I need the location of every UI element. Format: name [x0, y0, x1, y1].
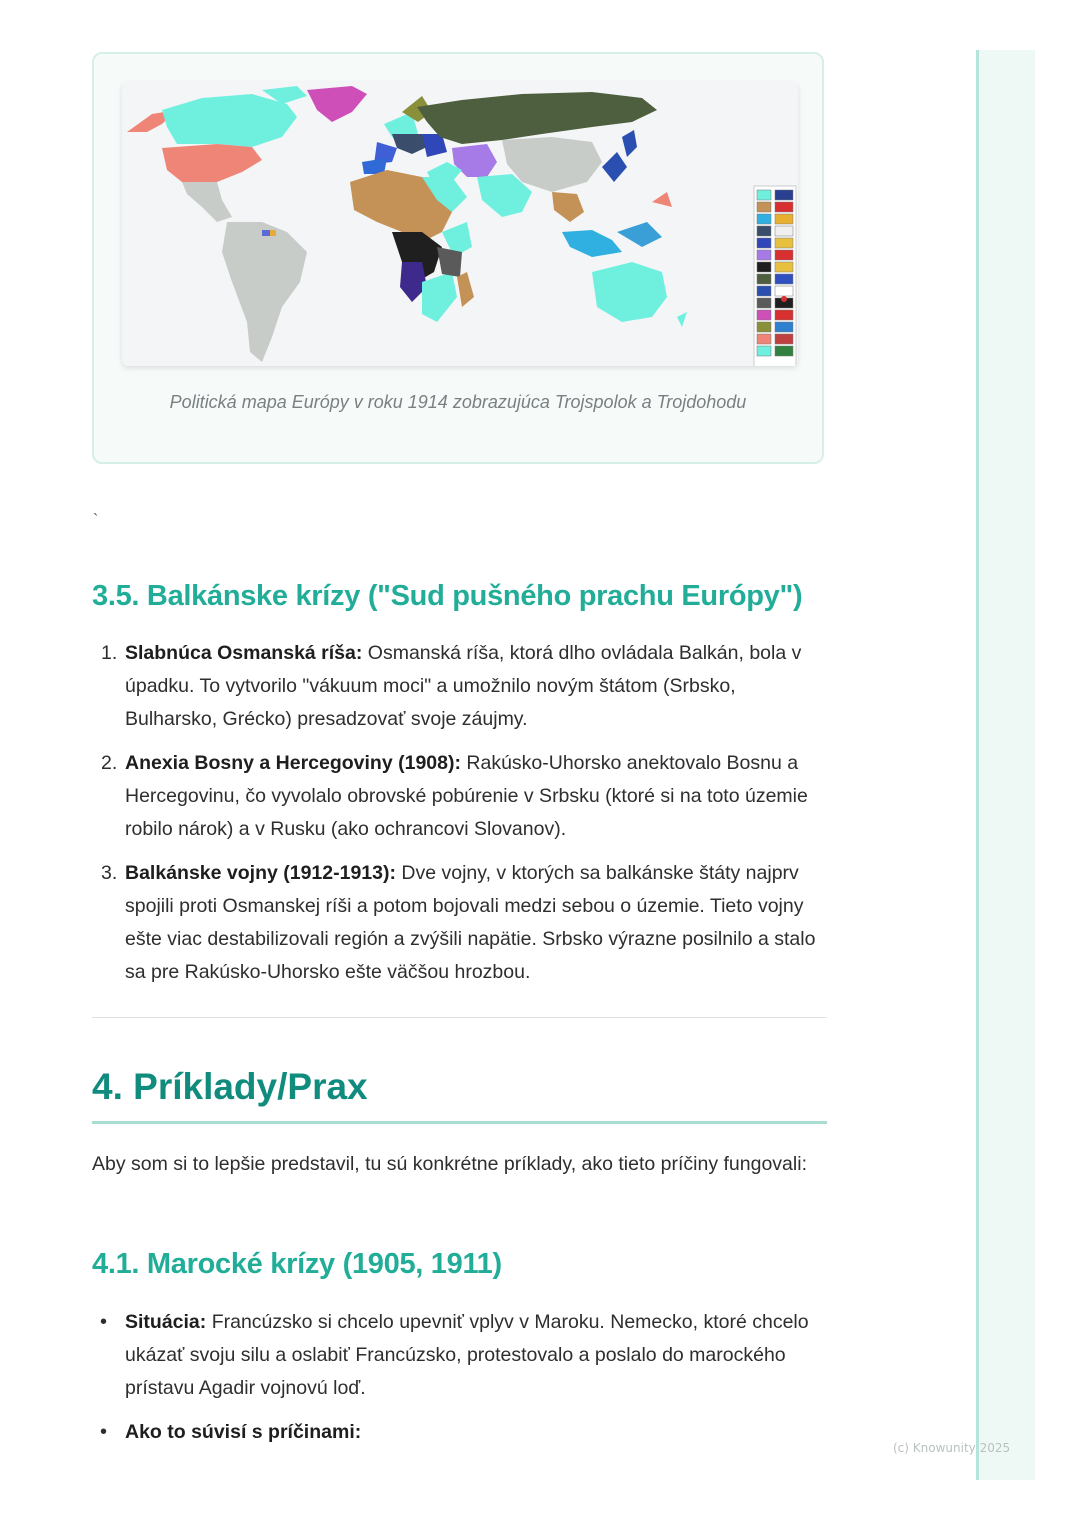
- list-item-title: Situácia:: [125, 1311, 207, 1333]
- list-item-text: Rakúsko-Uhorsko anektovalo Bosnu a Hercegovinu, čo vyvolalo obrovské pobúrenie v Srbsku (ktoré si na toto územie robilo nárok) a v Rusku (ako ochrancovi Slovanov).: [125, 752, 808, 840]
- balkan-crises-list: [100, 637, 830, 1000]
- list-number: 3.: [101, 862, 118, 884]
- list-item-text: Francúzsko si chcelo upevniť vplyv v Maroku. Nemecko, ktoré chcelo ukázať svoju silu a oslabiť Francúzsko, protestovalo a poslalo do marockého prístavu Agadir vojnovú loď.: [125, 1311, 809, 1399]
- list-number: 1.: [101, 642, 118, 664]
- moroccan-crises-list: [100, 1306, 830, 1460]
- bullet-icon: •: [100, 1421, 108, 1443]
- bullet-icon: •: [100, 1311, 108, 1333]
- section-heading-4-1: 4.1. Marocké krízy (1905, 1911): [92, 1248, 502, 1280]
- section-heading-4: 4. Príklady/Prax: [92, 1066, 368, 1107]
- list-item-text: Dve vojny, v ktorých sa balkánske štáty najprv spojili proti Osmanskej ríši a potom bojovali medzi sebou o územie. Tieto vojny ešte viac destabilizovali región a zvýšili napätie. Srbsko výrazne posilnilo a stalo sa pre Rakúsko-Uhorsko ešte väčšou hrozbou.: [125, 862, 816, 983]
- section-heading-3-5: 3.5. Balkánske krízy ("Sud pušného prachu Európy"): [92, 580, 803, 612]
- list-item: [100, 857, 830, 989]
- list-item: [100, 747, 830, 846]
- heading-underline: [92, 1121, 827, 1124]
- world-map-1914: [122, 82, 798, 366]
- sidebar-strip: [976, 50, 1035, 1480]
- list-item-title: Anexia Bosny a Hercegoviny (1908):: [125, 752, 461, 774]
- section-divider: [92, 1017, 827, 1018]
- list-item-title: Ako to súvisí s príčinami:: [125, 1421, 362, 1443]
- list-item: [100, 1306, 830, 1405]
- list-item: [100, 1416, 830, 1449]
- list-item: [100, 637, 830, 736]
- watermark: (c) Knowunity 2025: [893, 1441, 1011, 1455]
- list-item-title: Slabnúca Osmanská ríša:: [125, 642, 363, 664]
- list-number: 2.: [101, 752, 118, 774]
- figure-card: [92, 52, 824, 464]
- list-item-title: Balkánske vojny (1912-1913):: [125, 862, 396, 884]
- map-illustration: [122, 82, 798, 366]
- intro-paragraph: Aby som si to lepšie predstavil, tu sú konkrétne príklady, ako tieto príčiny fungovali:: [92, 1153, 807, 1175]
- figure-caption: Politická mapa Európy v roku 1914 zobrazujúca Trojspolok a Trojdohodu: [169, 392, 747, 412]
- stray-mark: `: [93, 512, 99, 529]
- list-item-text: Osmanská ríša, ktorá dlho ovládala Balkán, bola v úpadku. To vytvorilo "vákuum moci" a umožnilo novým štátom (Srbsko, Bulharsko, Grécko) presadzovať svoje záujmy.: [125, 642, 802, 730]
